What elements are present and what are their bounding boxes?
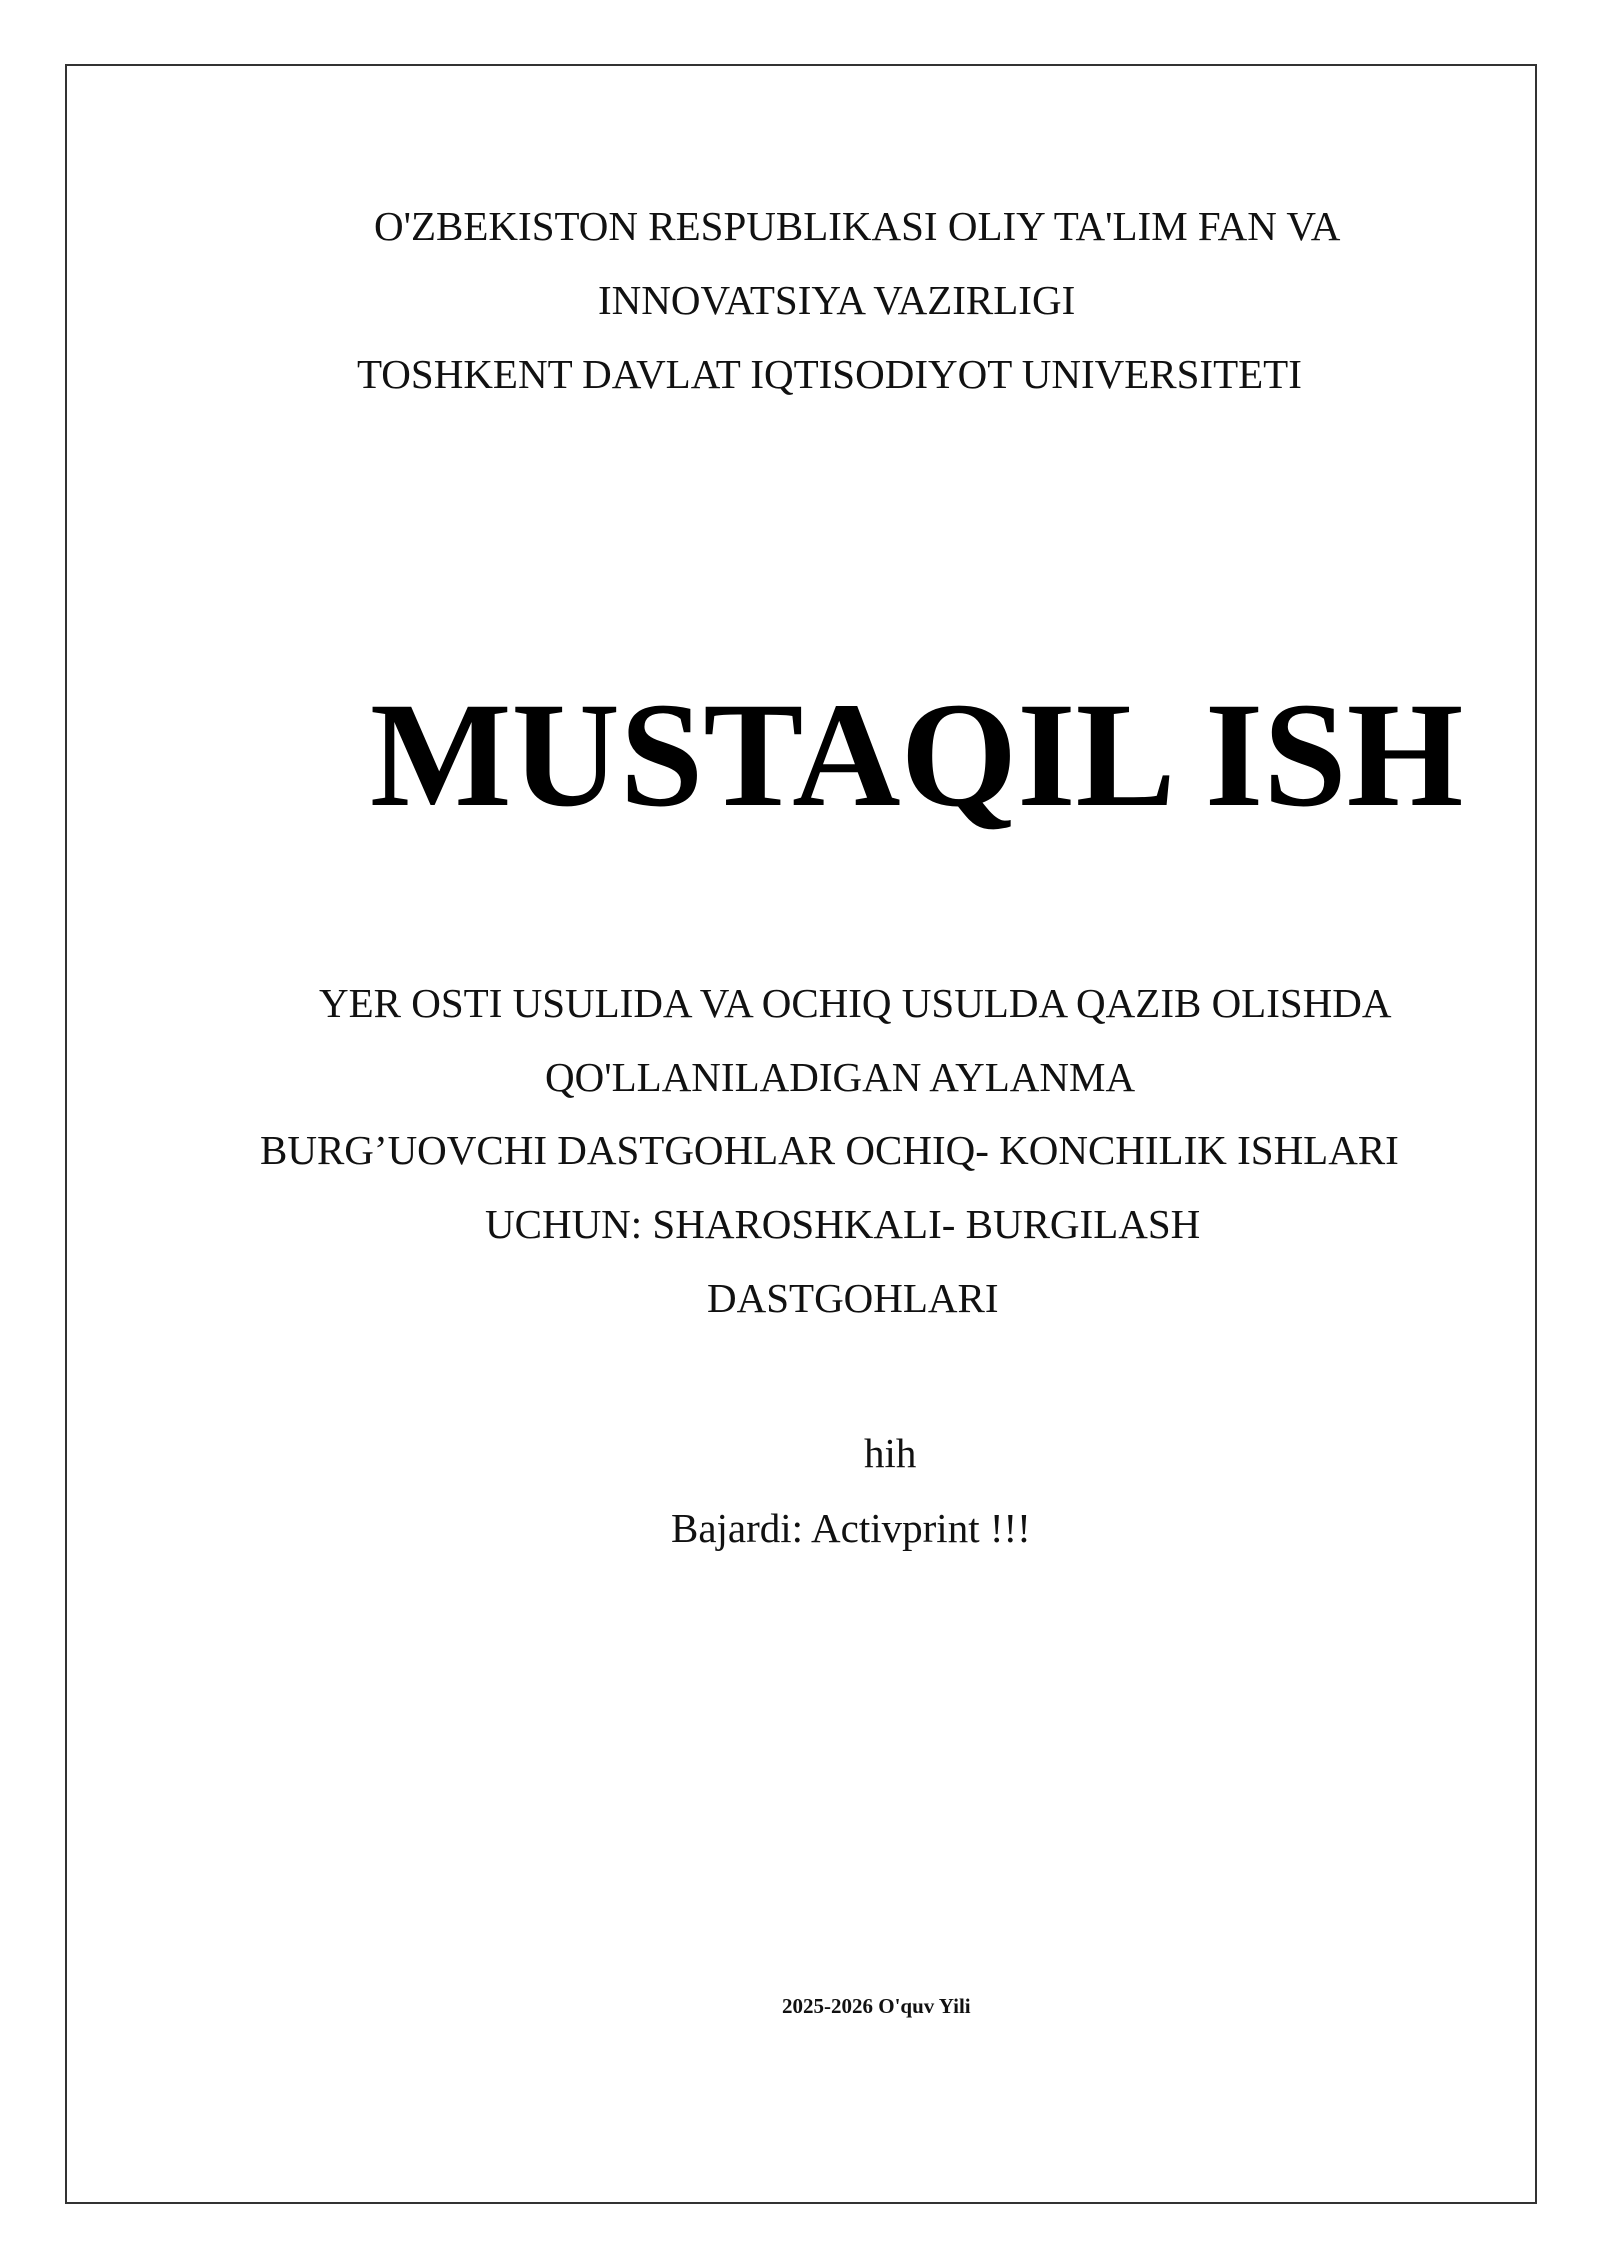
university-name: TOSHKENT DAVLAT IQTISODIYOT UNIVERSITETI	[357, 351, 1302, 397]
author-note: hih	[864, 1430, 917, 1476]
ministry-line-1: O'ZBEKISTON RESPUBLIKASI OLIY TA'LIM FAN VA	[374, 203, 1341, 249]
ministry-line-2: INNOVATSIYA VAZIRLIGI	[598, 277, 1076, 323]
performed-by: Bajardi: Activprint !!!	[671, 1505, 1031, 1551]
topic-line-3: BURG’UOVCHI DASTGOHLAR OCHIQ- KONCHILIK ISHLARI	[260, 1127, 1399, 1173]
academic-year: 2025-2026 O'quv Yili	[782, 1994, 971, 2018]
topic-line-5: DASTGOHLARI	[707, 1275, 999, 1321]
topic-line-2: QO'LLANILADIGAN AYLANMA	[545, 1054, 1136, 1100]
topic-line-1: YER OSTI USULIDA VA OCHIQ USULDA QAZIB OLISHDA	[319, 980, 1392, 1026]
topic-line-4: UCHUN: SHAROSHKALI- BURGILASH	[485, 1201, 1201, 1247]
document-title: MUSTAQIL ISH	[370, 672, 1464, 838]
